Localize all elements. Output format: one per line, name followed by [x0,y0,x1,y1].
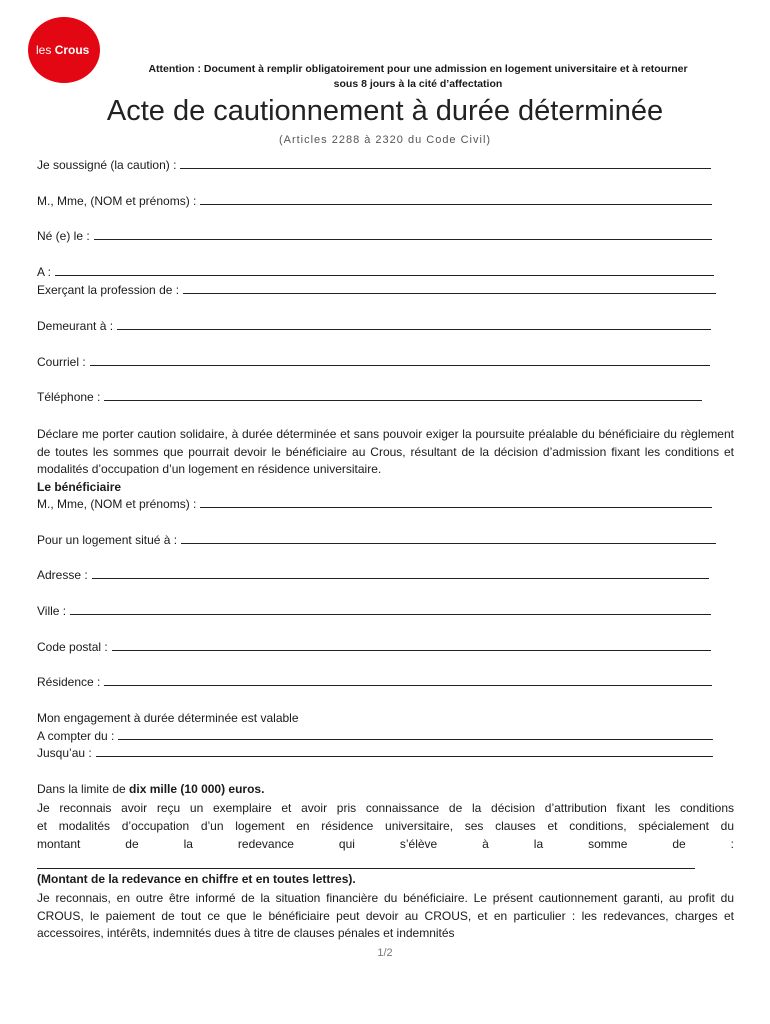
input-line-lieu-naissance[interactable] [55,265,714,276]
field-residence[interactable] [37,675,712,689]
input-line-adresse[interactable] [92,568,709,579]
field-nom-beneficiaire[interactable] [37,497,712,511]
field-telephone[interactable] [37,390,702,404]
label-code-postal: Code postal : [37,640,108,654]
field-jusqu-au[interactable] [37,746,713,760]
reconnais-2-text: Je reconnais, en outre être informé de la situation financière du bénéficiaire. Le présent cautionnement garanti, au profit du CROUS, le paiement de tout ce que le bénéficiaire peut devoir au CROUS, et en particulier : les redevances, charges et accessoires, intérêts, indemnités dues à titre de clauses pénales et indemnités [37,891,734,940]
input-line-telephone[interactable] [104,390,702,401]
input-line-courriel[interactable] [90,355,710,366]
input-line-logement[interactable] [181,533,716,544]
label-residence: Résidence : [37,675,101,689]
field-ville[interactable] [37,604,711,618]
field-courriel[interactable] [37,355,710,369]
field-adresse[interactable] [37,568,709,582]
attention-notice [110,62,726,92]
limite-text [37,782,264,796]
attention-line-2: sous 8 jours à la cité d’affectation [333,78,503,90]
document-title: Acte de cautionnement à durée déterminée [106,95,664,127]
label-profession: Exerçant la profession de : [37,283,180,297]
input-line-nom-beneficiaire[interactable] [200,497,712,508]
field-profession[interactable] [37,283,716,297]
input-line-soussigne[interactable] [180,158,711,169]
label-soussigne: Je soussigné (la caution) : [37,158,177,172]
input-line-montant[interactable] [37,868,695,869]
field-lieu-naissance[interactable] [37,265,714,279]
label-lieu-naissance: A : [37,265,52,279]
input-line-profession[interactable] [183,283,716,294]
reconnais-line-3: montant de la redevance qui s’élève à la somme de : [37,837,734,851]
field-logement[interactable] [37,533,716,547]
attention-line-1: Attention : Document à remplir obligatoirement pour une admission en logement universitaire et à retourner [148,63,688,75]
crous-logo [28,17,100,83]
input-line-code-postal[interactable] [112,640,711,651]
input-line-jusqu-au[interactable] [96,746,713,757]
input-line-ville[interactable] [70,604,711,615]
input-line-ne-le[interactable] [94,229,712,240]
field-soussigne[interactable] [37,158,711,172]
field-nom-caution[interactable] [37,194,712,208]
field-code-postal[interactable] [37,640,711,654]
label-logement: Pour un logement situé à : [37,533,178,547]
reconnais-line-2: et modalités d’occupation d’un logement en résidence universitaire, ses clauses et conditions, spécialement du [37,819,734,833]
input-line-demeurant[interactable] [117,319,711,330]
field-ne-le[interactable] [37,229,712,243]
input-line-a-compter[interactable] [118,729,713,740]
label-courriel: Courriel : [37,355,86,369]
field-a-compter[interactable] [37,729,713,743]
label-adresse: Adresse : [37,568,88,582]
beneficiaire-heading: Le bénéficiaire [37,480,122,494]
label-telephone: Téléphone : [37,390,101,404]
limite-amount: dix mille (10 000) euros. [129,782,265,796]
field-demeurant[interactable] [37,319,711,333]
reconnais-line-1: Je reconnais avoir reçu un exemplaire et avoir pris connaissance de la décision d’attribution fixant les conditions [37,801,734,815]
label-demeurant: Demeurant à : [37,319,114,333]
document-subtitle: (Articles 2288 à 2320 du Code Civil) [278,134,492,146]
label-nom-beneficiaire: M., Mme, (NOM et prénoms) : [37,497,197,511]
label-ne-le: Né (e) le : [37,229,90,243]
engagement-intro: Mon engagement à durée déterminée est valable [37,711,299,725]
label-jusqu-au: Jusqu’au : [37,746,92,760]
limite-prefix: Dans la limite de [37,782,130,796]
declaration-text: Déclare me porter caution solidaire, à durée déterminée et sans pouvoir exiger la poursuite préalable du bénéficiaire du règlement de toutes les sommes que pourrait devoir le bénéficiaire au Crous, résultant de la décision d’admission fixant les conditions et modalités d’occupation d’un logement en résidence universitaire. [37,427,734,476]
montant-label: (Montant de la redevance en chiffre et en toutes lettres). [37,872,356,886]
input-line-residence[interactable] [104,675,712,686]
input-line-nom-caution[interactable] [200,194,712,205]
logo-text: les Crous [36,43,90,57]
label-nom-caution: M., Mme, (NOM et prénoms) : [37,194,197,208]
label-a-compter: A compter du : [37,729,115,743]
page-number: 1/2 [377,947,393,959]
label-ville: Ville : [37,604,67,618]
